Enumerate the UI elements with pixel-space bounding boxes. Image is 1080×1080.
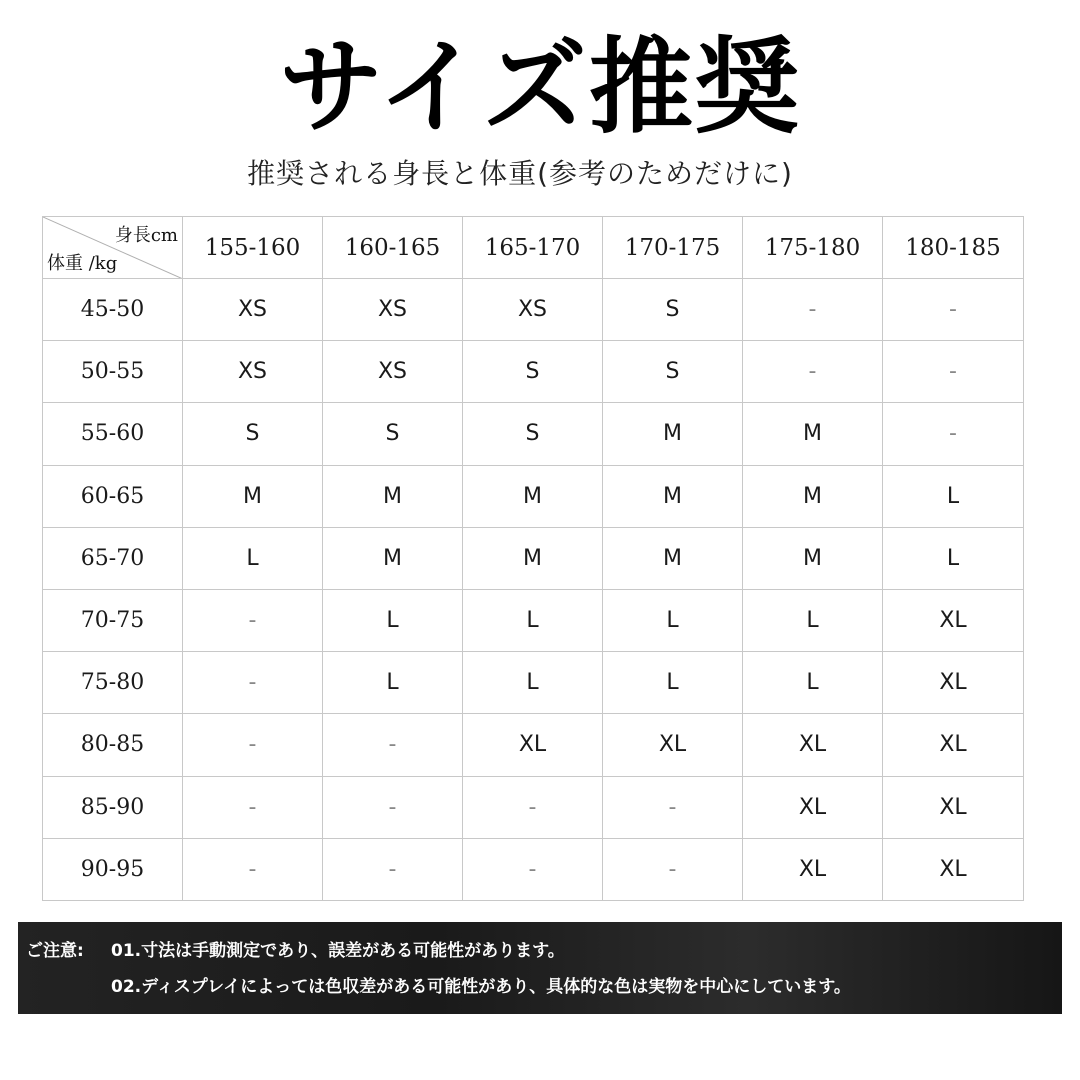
weight-range-cell: 85-90 [43,776,183,838]
table-row [43,527,1024,589]
table-row [43,652,1024,714]
size-cell: XL [743,776,883,838]
size-cell: - [463,776,603,838]
size-cell: XL [883,776,1024,838]
table-row [43,838,1024,900]
size-cell: - [883,341,1024,403]
size-cell: - [603,838,743,900]
table-row [43,589,1024,651]
size-cell: - [883,279,1024,341]
height-axis-label: 身長cm [114,225,178,246]
size-cell: L [743,589,883,651]
size-cell: L [463,589,603,651]
weight-axis-label: 体重 /kg [47,253,118,274]
size-cell: - [323,776,463,838]
table-row [43,403,1024,465]
weight-range-cell: 45-50 [43,279,183,341]
notice-label: ご注意: [26,941,84,961]
size-cell: S [603,279,743,341]
size-cell: S [463,403,603,465]
weight-range-cell: 60-65 [43,465,183,527]
weight-range-cell: 70-75 [43,589,183,651]
notice-line-2: 02.ディスプレイによっては色収差がある可能性があり、具体的な色は実物を中心にしています。 [111,977,851,997]
size-cell: M [323,527,463,589]
size-cell: M [463,465,603,527]
size-cell: M [743,465,883,527]
size-cell: L [603,589,743,651]
size-cell: L [883,465,1024,527]
size-cell: L [743,652,883,714]
header-row [43,217,1024,279]
size-cell: - [183,714,323,776]
size-chart-table [42,216,1024,901]
size-cell: - [323,714,463,776]
height-header: 175-180 [743,217,883,279]
size-cell: - [743,279,883,341]
size-cell: S [463,341,603,403]
size-cell: M [603,403,743,465]
table-row [43,279,1024,341]
size-cell: L [323,589,463,651]
size-cell: - [323,838,463,900]
size-cell: L [883,527,1024,589]
size-cell: - [883,403,1024,465]
size-cell: M [603,527,743,589]
size-cell: XL [743,714,883,776]
page-title: サイズ推奨 [279,26,801,148]
size-cell: XL [463,714,603,776]
height-header: 170-175 [603,217,743,279]
table-row [43,465,1024,527]
size-cell: M [603,465,743,527]
size-cell: XL [743,838,883,900]
size-cell: M [743,403,883,465]
height-header: 180-185 [883,217,1024,279]
size-cell: L [603,652,743,714]
size-cell: L [323,652,463,714]
corner-cell [43,217,183,279]
size-cell: - [183,776,323,838]
size-cell: S [183,403,323,465]
size-cell: - [183,838,323,900]
size-cell: XL [883,652,1024,714]
height-header: 160-165 [323,217,463,279]
notice-banner [18,922,1062,1014]
weight-range-cell: 50-55 [43,341,183,403]
size-cell: - [463,838,603,900]
table-row [43,776,1024,838]
size-cell: S [603,341,743,403]
table-row [43,714,1024,776]
weight-range-cell: 90-95 [43,838,183,900]
size-cell: XL [603,714,743,776]
size-cell: XS [463,279,603,341]
height-header: 155-160 [183,217,323,279]
size-cell: XS [183,341,323,403]
page-subtitle: 推奨される身長と体重(参考のためだけに) [247,157,793,190]
size-cell: XL [883,838,1024,900]
size-cell: XS [323,279,463,341]
notice-line-1: 01.寸法は手動測定であり、誤差がある可能性があります。 [111,941,565,961]
size-cell: M [323,465,463,527]
size-cell: XL [883,589,1024,651]
size-cell: XL [883,714,1024,776]
size-cell: - [183,652,323,714]
weight-range-cell: 55-60 [43,403,183,465]
size-cell: M [463,527,603,589]
size-cell: M [183,465,323,527]
size-cell: XS [183,279,323,341]
height-header: 165-170 [463,217,603,279]
size-cell: L [183,527,323,589]
size-cell: L [463,652,603,714]
size-cell: - [183,589,323,651]
size-cell: - [743,341,883,403]
size-cell: XS [323,341,463,403]
weight-range-cell: 80-85 [43,714,183,776]
size-cell: - [603,776,743,838]
size-cell: S [323,403,463,465]
table-row [43,341,1024,403]
weight-range-cell: 75-80 [43,652,183,714]
table-body [43,279,1024,901]
weight-range-cell: 65-70 [43,527,183,589]
size-cell: M [743,527,883,589]
